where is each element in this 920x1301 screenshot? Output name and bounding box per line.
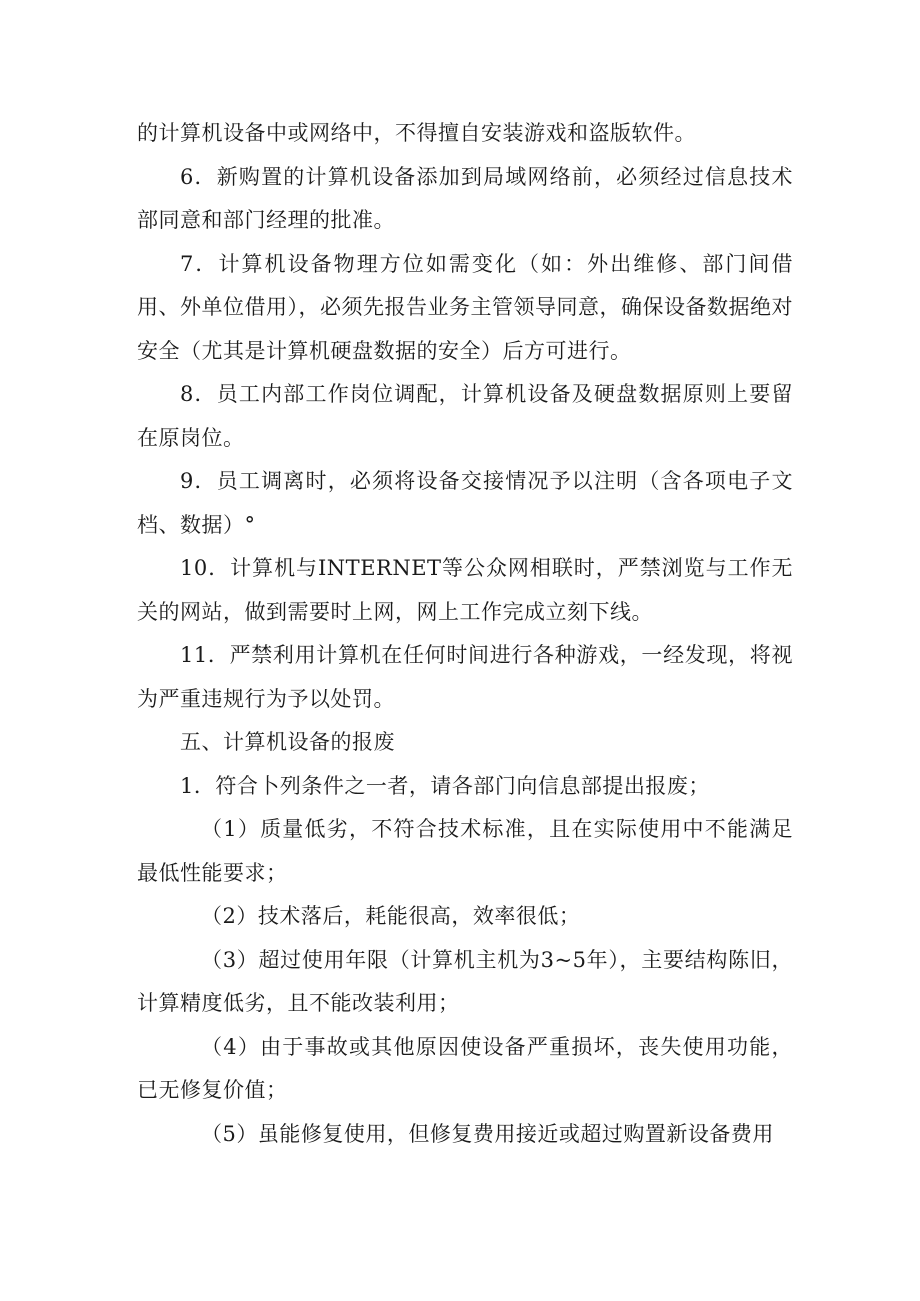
paragraph-item-9: 9．员工调离时，必须将设备交接情况予以注明（含各项电子文档、数据）° [137,469,793,537]
paragraph-condition-5: （5）虽能修复使用，但修复费用接近或超过购置新设备费用 [201,1121,774,1146]
paragraph-condition-2: （2）技术落后，耗能很高，效率很低； [201,904,581,928]
document-body [137,112,793,1156]
paragraph-section-5-item-1: 1．符合卜列条件之一者，请各部门向信息部提出报废； [180,773,710,798]
section-heading-5: 五、计算机设备的报废 [180,730,395,754]
paragraph-item-7: 7．计算机设备物理方位如需变化（如：外出维修、部门间借用、外单位借用），必须先报告业务主管领导同意，确保设备数据绝对安全（尤其是计算机硬盘数据的安全）后方可进行。 [137,251,793,363]
paragraph-item-8: 8．员工内部工作岗位调配，计算机设备及硬盘数据原则上要留在原岗位。 [137,382,793,450]
paragraph-condition-4: （4）由于事故或其他原因使设备严重损坏，丧失使用功能，已无修复价值； [137,1034,793,1102]
paragraph-item-10: 10．计算机与INTERNET等公众网相联时，严禁浏览与工作无关的网站，做到需要时上网，网上工作完成立刻下线。 [137,556,793,624]
paragraph-item-11: 11．严禁利用计算机在任何时间进行各种游戏，一经发现，将视为严重违规行为予以处罚。 [137,643,793,711]
paragraph-continuation: 的计算机设备中或网络中，不得擅自安装游戏和盗版软件。 [137,121,696,145]
paragraph-condition-3: （3）超过使用年限（计算机主机为3~5年），主要结构陈旧，计算精度低劣，且不能改装利用； [137,947,793,1015]
paragraph-condition-1: （1）质量低劣，不符合技术标准，且在实际使用中不能满足最低性能要求； [137,817,793,885]
paragraph-item-6: 6．新购置的计算机设备添加到局域网络前，必须经过信息技术部同意和部门经理的批准。 [137,164,793,232]
